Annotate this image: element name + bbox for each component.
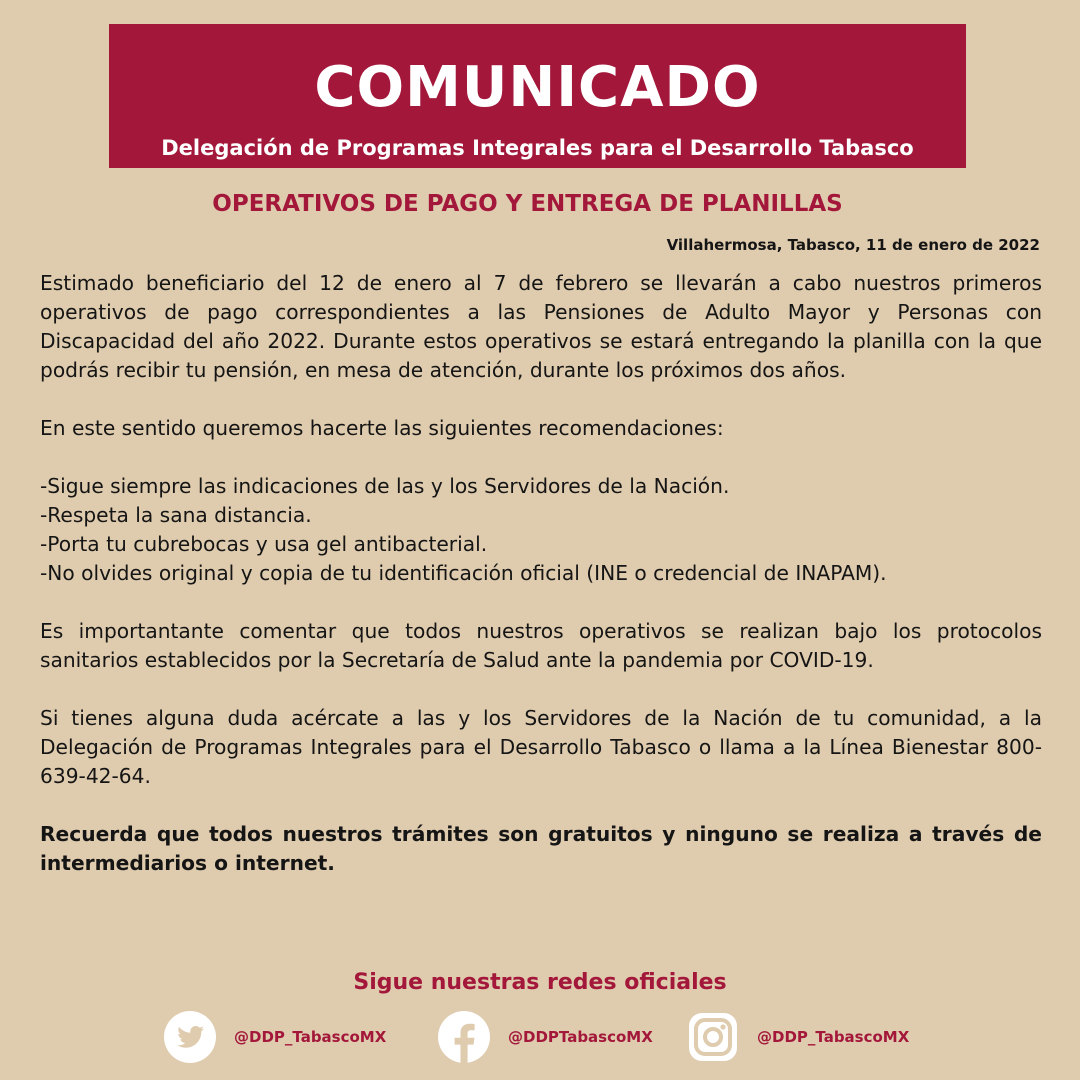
recommendations-lead: En este sentido queremos hacerte las siguientes recomendaciones: [40,416,724,440]
notice-body [40,269,1042,878]
instagram-handle: @DDP_TabascoMX [757,1028,910,1046]
recommendation-item: -Respeta la sana distancia. [40,503,312,527]
banner-subtitle: Delegación de Programas Integrales para el Desarrollo Tabasco [161,136,914,160]
instagram-icon [687,1011,739,1063]
section-title: OPERATIVOS DE PAGO Y ENTREGA DE PLANILLAS [212,191,843,217]
protocols-paragraph: Es importantante comentar que todos nuestros operativos se realizan bajo los protocolos sanitarios establecidos por la Secretaría de Salud ante la pandemia por COVID-19. [40,619,1042,672]
recommendation-item: -No olvides original y copia de tu identificación oficial (INE o credencial de INAPAM). [40,561,887,585]
intro-paragraph: Estimado beneficiario del 12 de enero al 7 de febrero se llevarán a cabo nuestros primeros operativos de pago correspondientes a las Pensiones de Adulto Mayor y Personas con Discapacidad del año 2022. Durante estos operativos se estará entregando la planilla con la que podrás recibir tu pensión, en mesa de atención, durante los próximos dos años. [40,271,1042,382]
recommendation-item: -Sigue siempre las indicaciones de las y los Servidores de la Nación. [40,474,730,498]
banner-title: COMUNICADO [314,55,761,120]
date-line: Villahermosa, Tabasco, 11 de enero de 2022 [666,236,1040,254]
twitter-handle: @DDP_TabascoMX [234,1028,387,1046]
contact-paragraph: Si tienes alguna duda acércate a las y los Servidores de la Nación de tu comunidad, a la Delegación de Programas Integrales para el Desarrollo Tabasco o llama a la Línea Bienestar 800-639-42-64. [40,706,1042,788]
twitter-bird-icon [164,1011,216,1063]
recommendation-item: -Porta tu cubrebocas y usa gel antibacterial. [40,532,488,556]
facebook-icon [438,1011,490,1063]
social-heading: Sigue nuestras redes oficiales [353,970,727,995]
closing-paragraph: Recuerda que todos nuestros trámites son gratuitos y ninguno se realiza a través de intermediarios o internet. [40,822,1042,875]
social-twitter[interactable] [164,1011,386,1063]
facebook-handle: @DDPTabascoMX [508,1028,653,1046]
header-banner [109,24,966,168]
social-instagram[interactable] [687,1011,909,1063]
social-facebook[interactable] [438,1011,653,1063]
